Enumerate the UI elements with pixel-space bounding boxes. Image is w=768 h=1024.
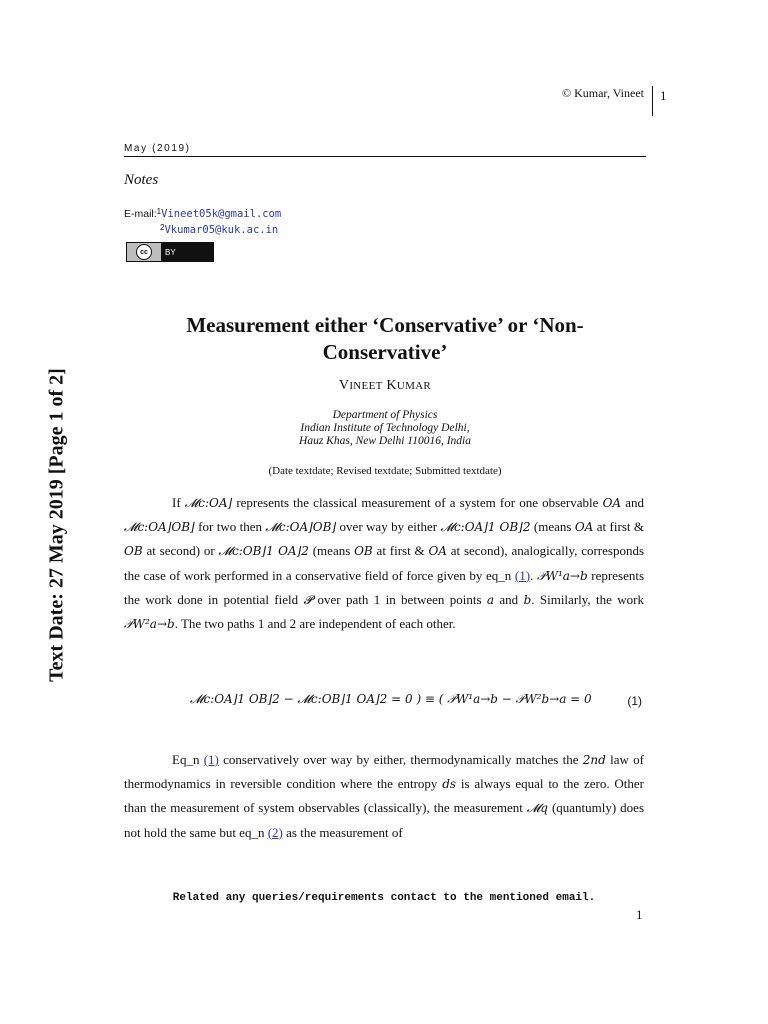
math-inline: 𝓜c:OA⌋OB⌋ (124, 520, 195, 535)
math-inline: 𝒫W²a→b (124, 617, 175, 632)
text: for two then (194, 519, 266, 535)
page-number-bottom: 1 (636, 907, 643, 922)
math-inline: b (523, 592, 532, 607)
text: is always equal to the zero. Other than the measurement of system observables (classically), the measurement (124, 776, 645, 816)
contact-block (124, 205, 281, 237)
math-inline: 𝓜q (526, 801, 548, 816)
submission-dates: (Date textdate; Revised textdate; Submitted textdate) (268, 465, 502, 477)
equation-ref-link[interactable]: (2) (267, 824, 283, 840)
text: at second), analogically, corresponds the case of work performed in a conservative field of force given by eq_n (124, 543, 645, 583)
side-date-stamp: Text Date: 27 May 2019 [Page 1 of 2] (45, 368, 68, 682)
text: over way by either (336, 519, 441, 535)
math-inline: OB (354, 544, 373, 559)
math-inline: ds (442, 777, 457, 792)
header-rule (124, 156, 646, 157)
author-last-initial: K (386, 378, 397, 393)
publication-date: May (2019) (124, 143, 191, 154)
author-first-initial: V (338, 378, 350, 393)
text: (quantumly) does not hold the same but eq_n (124, 800, 644, 840)
math-inline: 𝓜c:OA⌋OB⌋ (265, 520, 337, 535)
math-inline: 𝓜c:OA⌋ (184, 496, 233, 510)
math-inline: OB (124, 544, 143, 559)
math-inline: OA (574, 520, 594, 535)
text: (means (530, 519, 575, 535)
author-first-rest: INEET (349, 380, 383, 392)
math-inline: 2nd (582, 753, 606, 767)
email-link-primary[interactable]: Vineet05k@gmail.com (161, 208, 282, 220)
math-inline: 𝒫W¹a→b (536, 568, 588, 583)
math-inline: 𝓟 (303, 592, 313, 607)
text: represents the work done in potential field (124, 567, 645, 607)
affiliation (124, 409, 646, 448)
math-inline: 𝓜c:OA⌋1 OB⌋2 (440, 520, 531, 535)
text: at second) or (142, 543, 219, 559)
affiliation-institute: Indian Institute of Technology Delhi, (300, 422, 470, 434)
body-paragraph-1 (124, 491, 644, 636)
equation-ref-link[interactable]: (1) (203, 752, 219, 767)
notes-label: Notes (124, 172, 159, 188)
cc-license-badge[interactable] (126, 242, 214, 262)
copyright-notice: © Kumar, Vineet (561, 86, 644, 100)
text: law of thermodynamics in reversible condition where the entropy (124, 752, 644, 792)
text: at first & (593, 519, 645, 535)
text: represents the classical measurement of a system for one observable (232, 495, 603, 510)
text: If (172, 495, 185, 510)
footer-note: Related any queries/requirements contact to the mentioned email. (172, 892, 596, 904)
equation-body: 𝓜c:OA⌋1 OB⌋2 − 𝓜c:OB⌋1 OA⌋2 = 0 ) ≡ ( 𝒫W¹a→b − 𝒫W²b→a = 0 (190, 692, 592, 706)
math-inline: a (486, 592, 495, 607)
text: . (530, 567, 537, 583)
equation-ref-link[interactable]: (1) (514, 567, 531, 583)
email-marker: 2 (160, 223, 165, 232)
email-label: E-mail: (124, 208, 157, 220)
email-link-secondary[interactable]: Vkumar05@kuk.ac.in (164, 224, 279, 236)
page-number-top: 1 (660, 88, 667, 103)
text: conservatively over way by either, thermodynamically matches the (218, 752, 583, 767)
author-last-rest: UMAR (396, 380, 432, 392)
text: . Similarly, the work (531, 591, 644, 607)
math-inline: 𝓜c:OB⌋1 OA⌋2 (218, 544, 309, 559)
text: and (621, 495, 644, 510)
text: and (494, 591, 524, 607)
affiliation-department: Department of Physics (332, 409, 438, 421)
equation-1 (124, 690, 644, 720)
header-divider (652, 86, 653, 116)
equation-number: (1) (627, 694, 642, 708)
text: at first & (372, 543, 429, 559)
text: (means (308, 543, 355, 559)
cc-badge-label: BY (165, 247, 176, 257)
cc-badge-left (127, 243, 161, 261)
math-inline: OA (602, 496, 622, 510)
creative-commons-icon: cc (136, 244, 152, 260)
text: as the measurement of (282, 824, 403, 840)
text: over path 1 in between points (312, 591, 487, 607)
math-inline: OA (428, 544, 447, 559)
affiliation-address: Hauz Khas, New Delhi 110016, India (299, 435, 471, 447)
text: Eq_n (172, 752, 204, 767)
author-name (124, 378, 646, 394)
text: . The two paths 1 and 2 are independent of each other. (174, 616, 456, 632)
paper-title: Measurement either ‘Conservative’ or ‘Non-Conservative’ (186, 313, 584, 364)
email-marker: 1 (156, 207, 162, 216)
body-paragraph-2 (124, 748, 644, 845)
